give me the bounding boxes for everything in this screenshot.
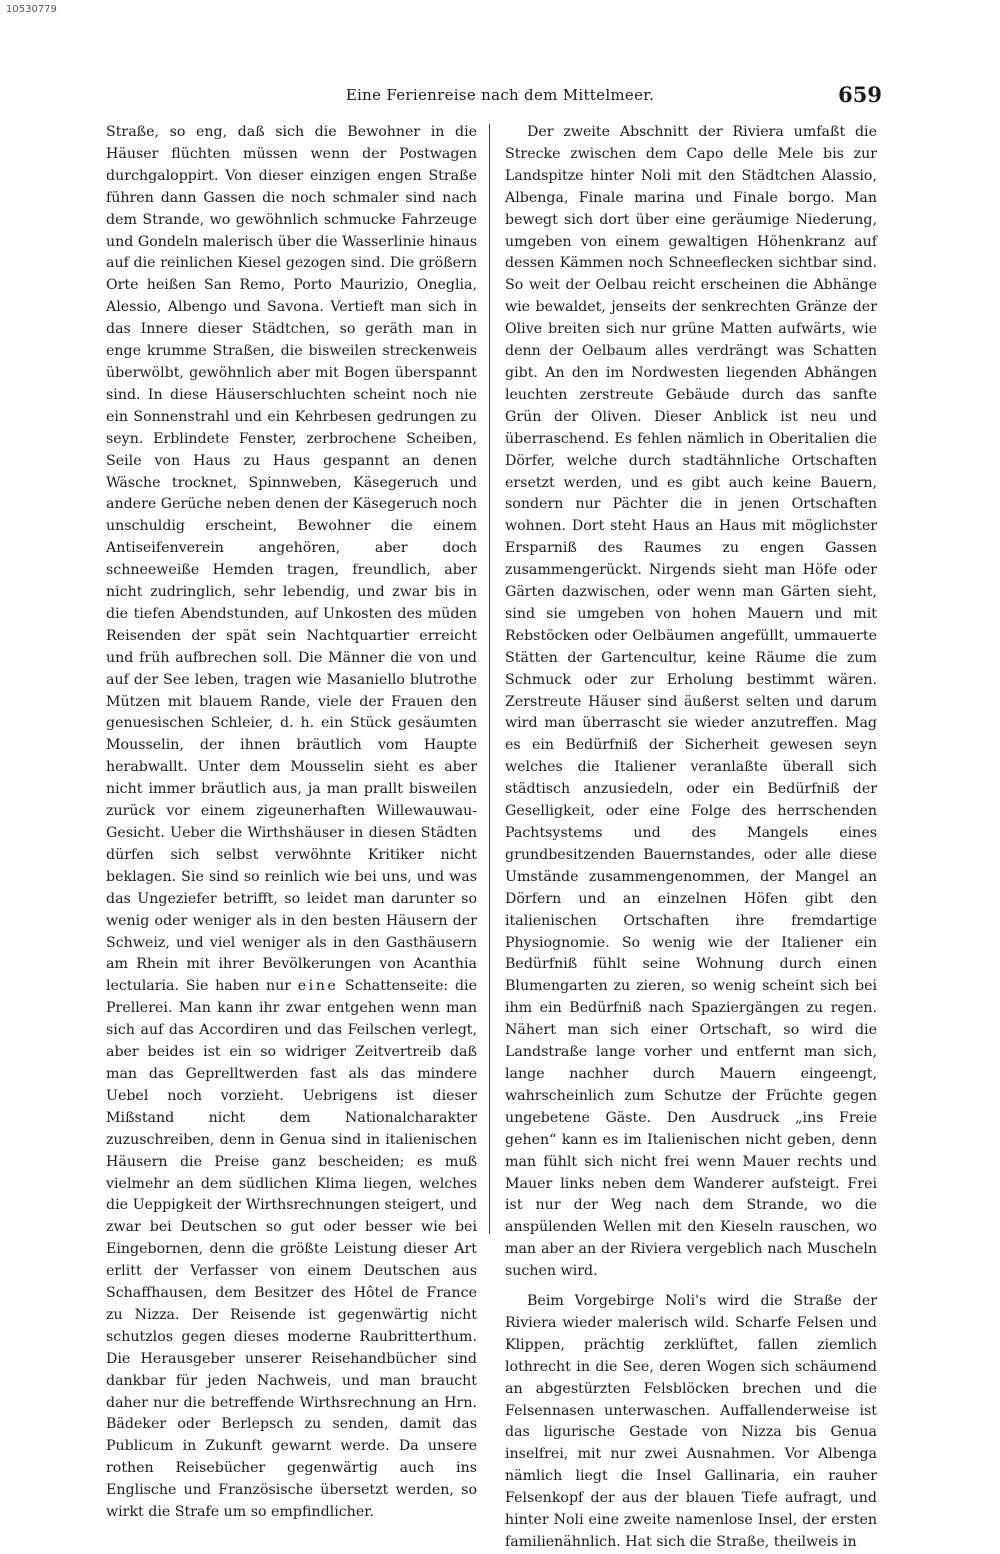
running-title: Eine Ferienreise nach dem Mittelmeer. [345,86,655,104]
emphasized-word: eine [297,978,339,995]
left-column [106,122,477,1521]
paragraph-text: Schattenseite: die Prellerei. Man kann ihr zwar entgehen wenn man sich auf das Accordiren und das Feilschen verlegt, aber beides ist ein so widriger Zeitvertreib daß man das Geprelltwerden fast als das mindere Uebel noch vorzieht. Uebrigens ist dieser Mißstand nicht dem Nationalcharakter zuzuschreiben, denn in Genua sind in italienischen Häusern die Preise ganz bescheiden; es muß vielmehr an dem südlichen Klima liegen, welches die Ueppigkeit der Wirthsrechnungen steigert, und zwar bei Deutschen so gut oder besser wie bei Eingebornen, denn die größte Leistung dieser Art erlitt der Verfasser von einem Deutschen aus Schaffhausen, dem Besitzer des Hôtel de France zu Nizza. Der Reisende ist gegenwärtig nicht schutzlos gegen dieses moderne Raubritterthum. Die Herausgeber unserer Reisehandbücher sind dankbar für jeden Nachweis, und man braucht daher nur die betreffende Wirthsrechnung an Hrn. Bädeker oder Berlepsch zu senden, damit das Publicum in Zukunft gewarnt werde. Da unsere rothen Reisebücher gegenwärtig auch ins Englische und Französische übersetzt werden, so wirkt die Strafe um so empfindlicher. [106,978,477,1521]
scan-id-label: 10530779 [6,4,57,15]
paragraph: Beim Vorgebirge Noli's wird die Straße der Riviera wieder malerisch wild. Scharfe Felsen und Klippen, prächtig zerklüftet, fallen ziemlich lothrecht in die See, deren Wogen sich schäumend an abgestürzten Felsblöcken brechen und die Felsennasen unterwaschen. Auffallenderweise ist das ligurische Gestade von Nizza bis Genua inselfrei, mit nur zwei Ausnahmen. Vor Albenga nämlich liegt die Insel Gallinaria, ein rauher Felsenkopf der aus der blauen Tiefe aufragt, und hinter Noli eine zweite namenlose Insel, der ersten familienähnlich. Hat sich die Straße, theilweis in [505,1293,877,1550]
paragraph-text: Straße, so eng, daß sich die Bewohner in die Häuser flüchten müssen wenn der Postwagen durchgaloppirt. Von dieser einzigen engen Straße führen dann Gassen die noch schmaler sind nach dem Strande, wo gewöhnlich schmucke Fahrzeuge und Gondeln malerisch über die Wasserlinie hinaus auf die reinlichen Kiesel gezogen sind. Die größern Orte heißen San Remo, Porto Maurizio, Oneglia, Alessio, Albengo und Savona. Vertieft man sich in das Innere dieser Städtchen, so geräth man in enge krumme Straßen, die bisweilen streckenweis überwölbt, gewöhnlich aber mit Bogen überspannt sind. In diese Häuserschluchten scheint noch nie ein Sonnenstrahl und ein Kehrbesen gedrungen zu seyn. Erblindete Fenster, zerbrochene Scheiben, Seile von Haus zu Haus gespannt an denen Wäsche trocknet, Spinnweben, Käsegeruch und andere Gerüche neben denen der Käsegeruch noch unschuldig erscheint, Bewohner die einem Antiseifenverein angehören, aber doch schneeweiße Hemden tragen, freundlich, aber nicht zudringlich, sehr lebendig, und zwar bis in die tiefen Abendstunden, auf Unkosten des müden Reisenden der spät sein Nachtquartier erreicht und früh aufbrechen soll. Die Männer die von und auf der See leben, tragen wie Masaniello blutrothe Mützen mit blauem Rande, viele der Frauen den genuesischen Schleier, d. h. ein Stück gesäumten Mousselin, der ihnen bräutlich vom Haupte herabwallt. Unter dem Mousselin sieht es aber nicht immer bräutlich aus, ja man prallt bisweilen zurück vor einem zigeunerhaften Willewauwau-Gesicht. Ueber die Wirthshäuser in diesen Städten dürfen sich selbst verwöhnte Kritiker nicht beklagen. Sie sind so reinlich wie bei uns, und was das Ungeziefer betrifft, so leidet man darunter so wenig oder weniger als in den besten Häusern der Schweiz, und viel weniger als in den Gasthäusern am Rhein mit ihrer Bevölkerungen von Acanthia lectularia. Sie haben nur [106,124,477,995]
paragraph: Der zweite Abschnitt der Riviera umfaßt die Strecke zwischen dem Capo delle Mele bis zur Landspitze hinter Noli mit den Städtchen Alassio, Albenga, Finale marina und Finale borgo. Man bewegt sich dort über eine geräumige Niederung, umgeben von einem gewaltigen Höhenkranz auf dessen Kämmen noch Schneeflecken sichtbar sind. So weit der Oelbau reicht erscheinen die Abhänge wie bewaldet, jenseits der senkrechten Gränze der Olive breiten sich nur grüne Matten aufwärts, wie denn der Oelbaum alles verdrängt was Schatten gibt. An den im Nordwesten liegenden Abhängen leuchten zerstreute Gebäude durch das sanfte Grün der Oliven. Dieser Anblick ist neu und überraschend. Es fehlen nämlich in Oberitalien die Dörfer, welche durch stadtähnliche Ortschaften ersetzt werden, und es gibt auch keine Bauern, sondern nur Pächter die in jenen Ortschaften wohnen. Dort steht Haus an Haus mit möglichster Ersparniß des Raumes zu engen Gassen zusammengerückt. Nirgends sieht man Höfe oder Gärten dazwischen, oder wenn man Gärten sieht, sind sie umgeben von hohen Mauern und mit Rebstöcken oder Oelbäumen angefüllt, ummauerte Stätten der Gartencultur, keine Räume die zum Schmuck oder zur Erholung bestimmt wären. Zerstreute Häuser sind äußerst selten und darum wird man überrascht sie wieder anzutreffen. Mag es ein Bedürfniß der Sicherheit gewesen seyn welches die Italiener veranlaßte überall sich städtisch anzusiedeln, oder ein Bedürfniß der Geselligkeit, oder eine Folge des herrschenden Pachtsystems und des Mangels eines grundbesitzenden Bauernstandes, oder alle diese Umstände zusammengenommen, der Mangel an Dörfern und an einzelnen Höfen gibt den italienischen Ortschaften ihre fremdartige Physiognomie. So wenig wie der Italiener ein Bedürfniß fühlt seine Wohnung durch einen Blumengarten zu zieren, so wenig scheint sich bei ihm ein Bedürfniß nach Spaziergängen zu regen. Nähert man sich einer Ortschaft, so wird die Landstraße lange vorher und entfernt man sich, lange nachher durch Mauern eingeengt, wahrscheinlich zum Schutze der Früchte gegen ungebetene Gäste. Den Ausdruck „ins Freie gehen“ kann es im Italienischen nicht geben, denn man fühlt sich nicht frei wenn Mauer rechts und Mauer links neben dem Wanderer aufsteigt. Frei ist nur der Weg nach dem Strande, wo die anspülenden Wellen mit den Kieseln rauschen, wo man aber an der Riviera vergeblich nach Muscheln suchen wird. [505,124,877,1280]
column-divider [489,124,490,1234]
page-number: 659 [838,82,882,107]
right-column [505,122,877,1550]
paragraph [106,122,477,1524]
